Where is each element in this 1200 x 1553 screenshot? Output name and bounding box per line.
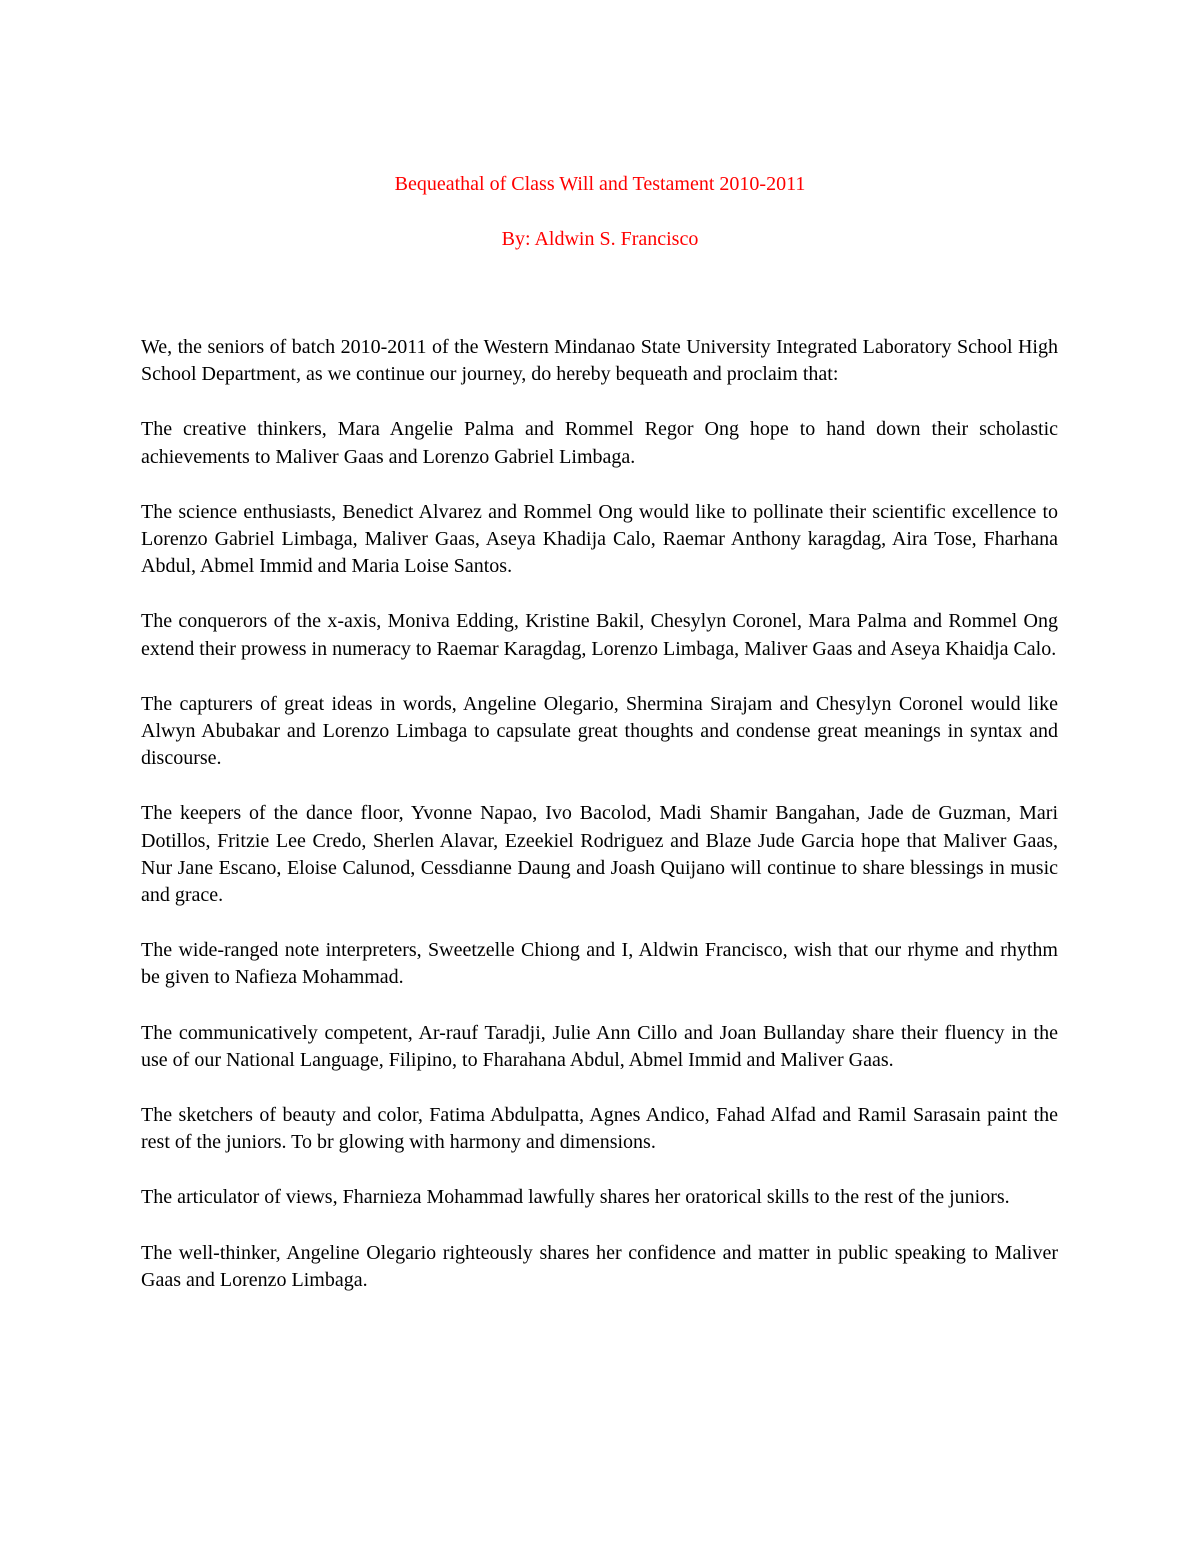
paragraph-note-interpreters: The wide-ranged note interpreters, Sweetzelle Chiong and I, Aldwin Francisco, wish that our rhyme and rhythm be given to Nafieza Mohammad. (141, 939, 1058, 989)
paragraph-conquerors-x-axis: The conquerors of the x-axis, Moniva Edding, Kristine Bakil, Chesylyn Coronel, Mara Palma and Rommel Ong extend their prowess in numeracy to Raemar Karagdag, Lorenzo Limbaga, Maliver Gaas and Aseya Khaidja Calo. (141, 610, 1058, 660)
document-title: Bequeathal of Class Will and Testament 2010-2011 (394, 173, 806, 195)
paragraph-science-enthusiasts: The science enthusiasts, Benedict Alvarez and Rommel Ong would like to pollinate their scientific excellence to Lorenzo Gabriel Limbaga, Maliver Gaas, Aseya Khadija Calo, Raemar Anthony karagdag, Aira Tose, Fharhana Abdul, Abmel Immid and Maria Loise Santos. (141, 500, 1058, 578)
paragraph-sketchers: The sketchers of beauty and color, Fatima Abdulpatta, Agnes Andico, Fahad Alfad and Ramil Sarasain paint the rest of the juniors. To br glowing with harmony and dimensions. (141, 1104, 1058, 1154)
paragraph-well-thinker: The well-thinker, Angeline Olegario righteously shares her confidence and matter in public speaking to Maliver Gaas and Lorenzo Limbaga. (141, 1241, 1058, 1291)
document-body (141, 334, 1058, 1322)
paragraph-capturers-of-ideas: The capturers of great ideas in words, Angeline Olegario, Shermina Sirajam and Chesylyn Coronel would like Alwyn Abubakar and Lorenzo Limbaga to capsulate great thoughts and condense great meanings in syntax and discourse. (141, 692, 1058, 770)
paragraph-articulator: The articulator of views, Fharnieza Mohammad lawfully shares her oratorical skills to the rest of the juniors. (141, 1186, 1010, 1209)
paragraph-dance-floor-keepers: The keepers of the dance floor, Yvonne Napao, Ivo Bacolod, Madi Shamir Bangahan, Jade de Guzman, Mari Dotillos, Fritzie Lee Credo, Sherlen Alavar, Ezeekiel Rodriguez and Blaze Jude Garcia hope that Maliver Gaas, Nur Jane Escano, Eloise Calunod, Cessdianne Daung and Joash Quijano will continue to share blessings in music and grace. (141, 802, 1058, 907)
document-byline: By: Aldwin S. Francisco (501, 228, 699, 250)
paragraph-communicatively-competent: The communicatively competent, Ar-rauf Taradji, Julie Ann Cillo and Joan Bullanday share their fluency in the use of our National Language, Filipino, to Fharahana Abdul, Abmel Immid and Maliver Gaas. (141, 1021, 1058, 1071)
paragraph-creative-thinkers: The creative thinkers, Mara Angelie Palma and Rommel Regor Ong hope to hand down their scholastic achievements to Maliver Gaas and Lorenzo Gabriel Limbaga. (141, 418, 1058, 468)
paragraph-preamble: We, the seniors of batch 2010-2011 of the Western Mindanao State University Integrated Laboratory School High School Department, as we continue our journey, do hereby bequeath and proclaim that: (141, 336, 1058, 386)
